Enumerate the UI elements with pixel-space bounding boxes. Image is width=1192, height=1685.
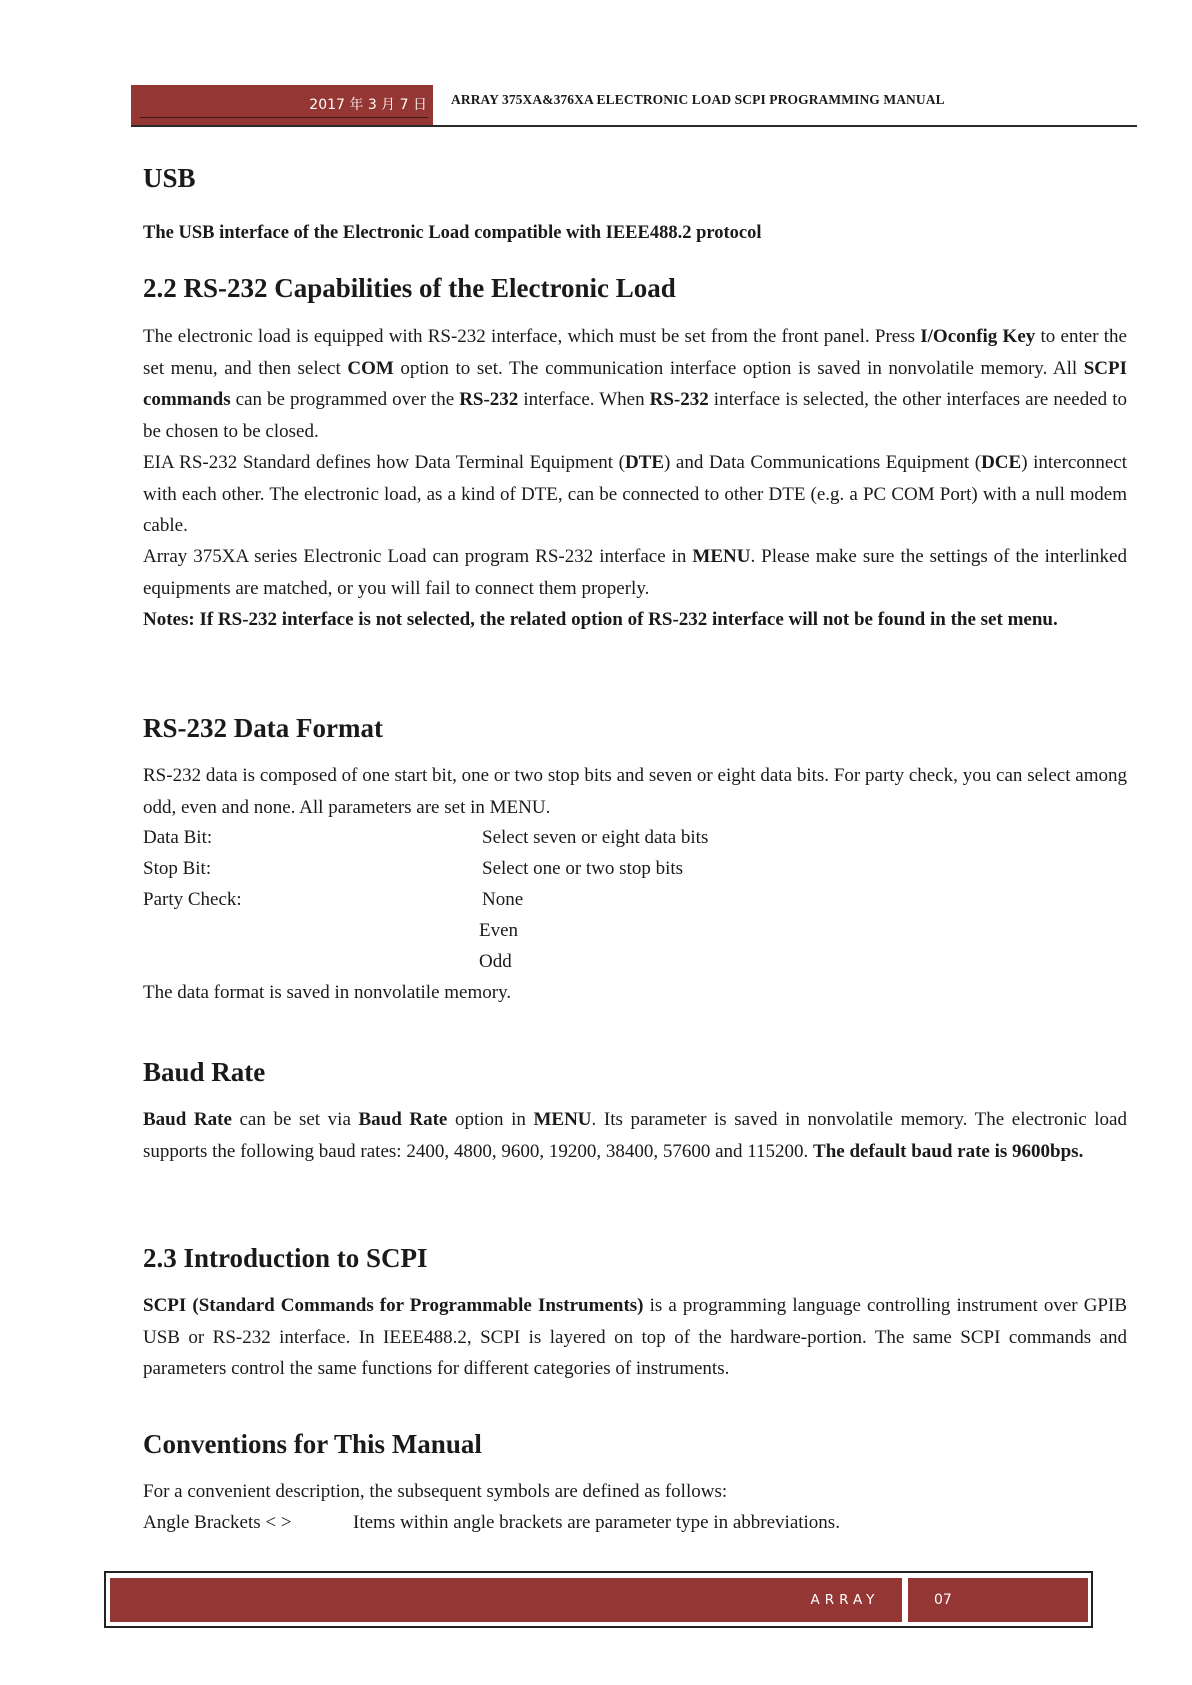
page-number: 07 [934, 1592, 952, 1608]
party-check-value-odd: Odd [479, 951, 512, 972]
conventions-heading: Conventions for This Manual [143, 1429, 482, 1459]
rs232-paragraph-3: Array 375XA series Electronic Load can program RS-232 interface in MENU. Please make sure the settings of the interlinked equipments are matched, or you will fail to connect them properly. [143, 546, 1127, 599]
party-check-label: Party Check: [143, 889, 242, 910]
scpi-heading: 2.3 Introduction to SCPI [143, 1243, 428, 1273]
header-date-underline [140, 117, 428, 118]
stop-bit-value: Select one or two stop bits [482, 858, 684, 879]
footer-brand: ARRAY [810, 1592, 880, 1608]
data-bit-label: Data Bit: [143, 827, 213, 848]
stop-bit-label: Stop Bit: [143, 858, 212, 879]
party-check-value-none: None [482, 889, 524, 910]
usb-heading: USB [143, 163, 196, 193]
rs232-paragraph-2: EIA RS-232 Standard defines how Data Terminal Equipment (DTE) and Data Communications Equipment (DCE) interconnect with each other. The electronic load, as a kind of DTE, can be connected to other DTE (e.g. a PC COM Port) with a null modem cable. [143, 452, 1128, 536]
header-rule [131, 125, 1137, 127]
party-check-value-even: Even [479, 920, 519, 941]
footer-left-bar [110, 1578, 902, 1622]
data-format-heading: RS-232 Data Format [143, 713, 383, 743]
data-bit-value: Select seven or eight data bits [482, 827, 709, 848]
angle-brackets-value: Items within angle brackets are parameter type in abbreviations. [353, 1512, 840, 1533]
scpi-paragraph: SCPI (Standard Commands for Programmable Instruments) is a programming language controlling instrument over GPIB USB or RS-232 interface. In IEEE488.2, SCPI is layered on top of the hardware-portion. The same SCPI commands and parameters control the same functions for different categories of instruments. [143, 1295, 1127, 1379]
angle-brackets-label: Angle Brackets < > [143, 1512, 292, 1533]
data-format-intro: RS-232 data is composed of one start bit, one or two stop bits and seven or eight data bits. For party check, you can select among odd, even and none. All parameters are set in MENU. [143, 765, 1127, 818]
header-date: 2017 年 3 月 7 日 [309, 97, 427, 113]
usb-subtitle: The USB interface of the Electronic Load compatible with IEEE488.2 protocol [143, 223, 762, 243]
header-title: ARRAY 375XA&376XA ELECTRONIC LOAD SCPI PROGRAMMING MANUAL [451, 92, 945, 107]
rs232-heading: 2.2 RS-232 Capabilities of the Electronic Load [143, 273, 676, 303]
rs232-notes: Notes: If RS-232 interface is not selected, the related option of RS-232 interface will not be found in the set menu. [143, 609, 1058, 630]
baud-heading: Baud Rate [143, 1057, 266, 1087]
data-format-footer: The data format is saved in nonvolatile memory. [143, 982, 512, 1003]
baud-paragraph: Baud Rate can be set via Baud Rate option in MENU. Its parameter is saved in nonvolatile memory. The electronic load supports the following baud rates: 2400, 4800, 9600, 19200, 38400, 57600 and 115200. The default baud rate is 9600bps. [143, 1109, 1127, 1162]
conventions-intro: For a convenient description, the subsequent symbols are defined as follows: [143, 1481, 728, 1502]
rs232-paragraph-1: The electronic load is equipped with RS-232 interface, which must be set from the front panel. Press I/Oconfig Key to enter the set menu, and then select COM option to set. The communication interface option is saved in nonvolatile memory. All SCPI commands can be programmed over the RS-232 interface. When RS-232 interface is selected, the other interfaces are needed to be chosen to be closed. [143, 326, 1128, 442]
